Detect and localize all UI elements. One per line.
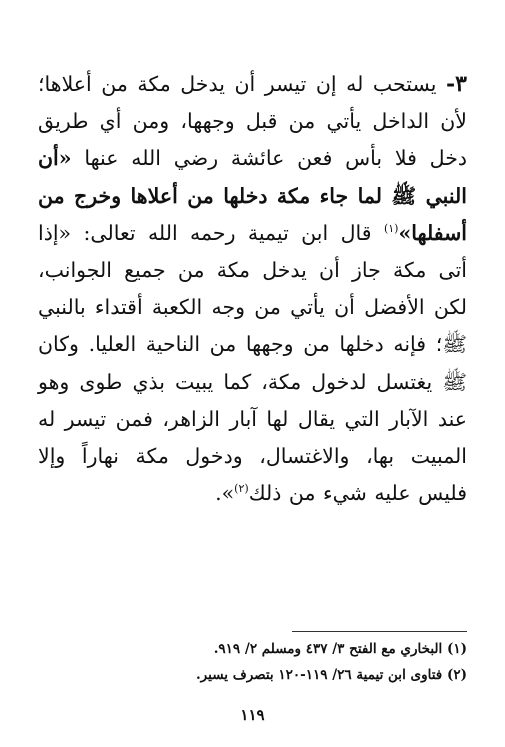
- page-number: ١١٩: [240, 706, 265, 724]
- main-paragraph: [38, 66, 467, 512]
- footnote-ref-2: (٢): [234, 482, 249, 496]
- footnote-divider: [292, 631, 467, 632]
- paragraph-text-part-3: ».: [215, 481, 235, 506]
- paragraph-text-part-1: يستحب له إن تيسر أن يدخل مكة من أعلاها؛ لأن الداخل يأتي من قبل وجهها، ومن أي طريق دخل فلا بأس فعن عائشة رضي الله عنها: [38, 72, 467, 171]
- footnotes-section: [38, 636, 467, 688]
- paragraph-text-part-2: قال ابن تيمية رحمه الله تعالى: «إذا أتى مكة جاز أن يدخل مكة من جميع الجوانب، لكن الأفضل أن يأتي من وجه الكعبة أقتداء بالنبي ﷺ؛ فإنه دخلها من وجهها من الناحية العليا. وكان ﷺ يغتسل لدخول مكة، كما يبيت بذي طوى وهو عند الآبار التي يقال لها آبار الزاهر، فمن تيسر له المبيت بها، والاغتسال، ودخول مكة نهاراً وإلا فليس عليه شيء من ذلك: [38, 220, 467, 506]
- footnote-ref-1: (١): [383, 221, 399, 235]
- paragraph-number: ٣-: [446, 71, 467, 97]
- hadith-quote: «أن النبي ﷺ لما جاء مكة دخلها من أعلاها وخرج من أسفلها»: [38, 146, 467, 245]
- footnote-2: (٢) فتاوى ابن تيمية ٢٦/ ١١٩-١٢٠ بتصرف يسير.: [195, 667, 467, 683]
- footnote-1: (١) البخاري مع الفتح ٣/ ٤٣٧ ومسلم ٢/ ٩١٩.: [213, 641, 467, 657]
